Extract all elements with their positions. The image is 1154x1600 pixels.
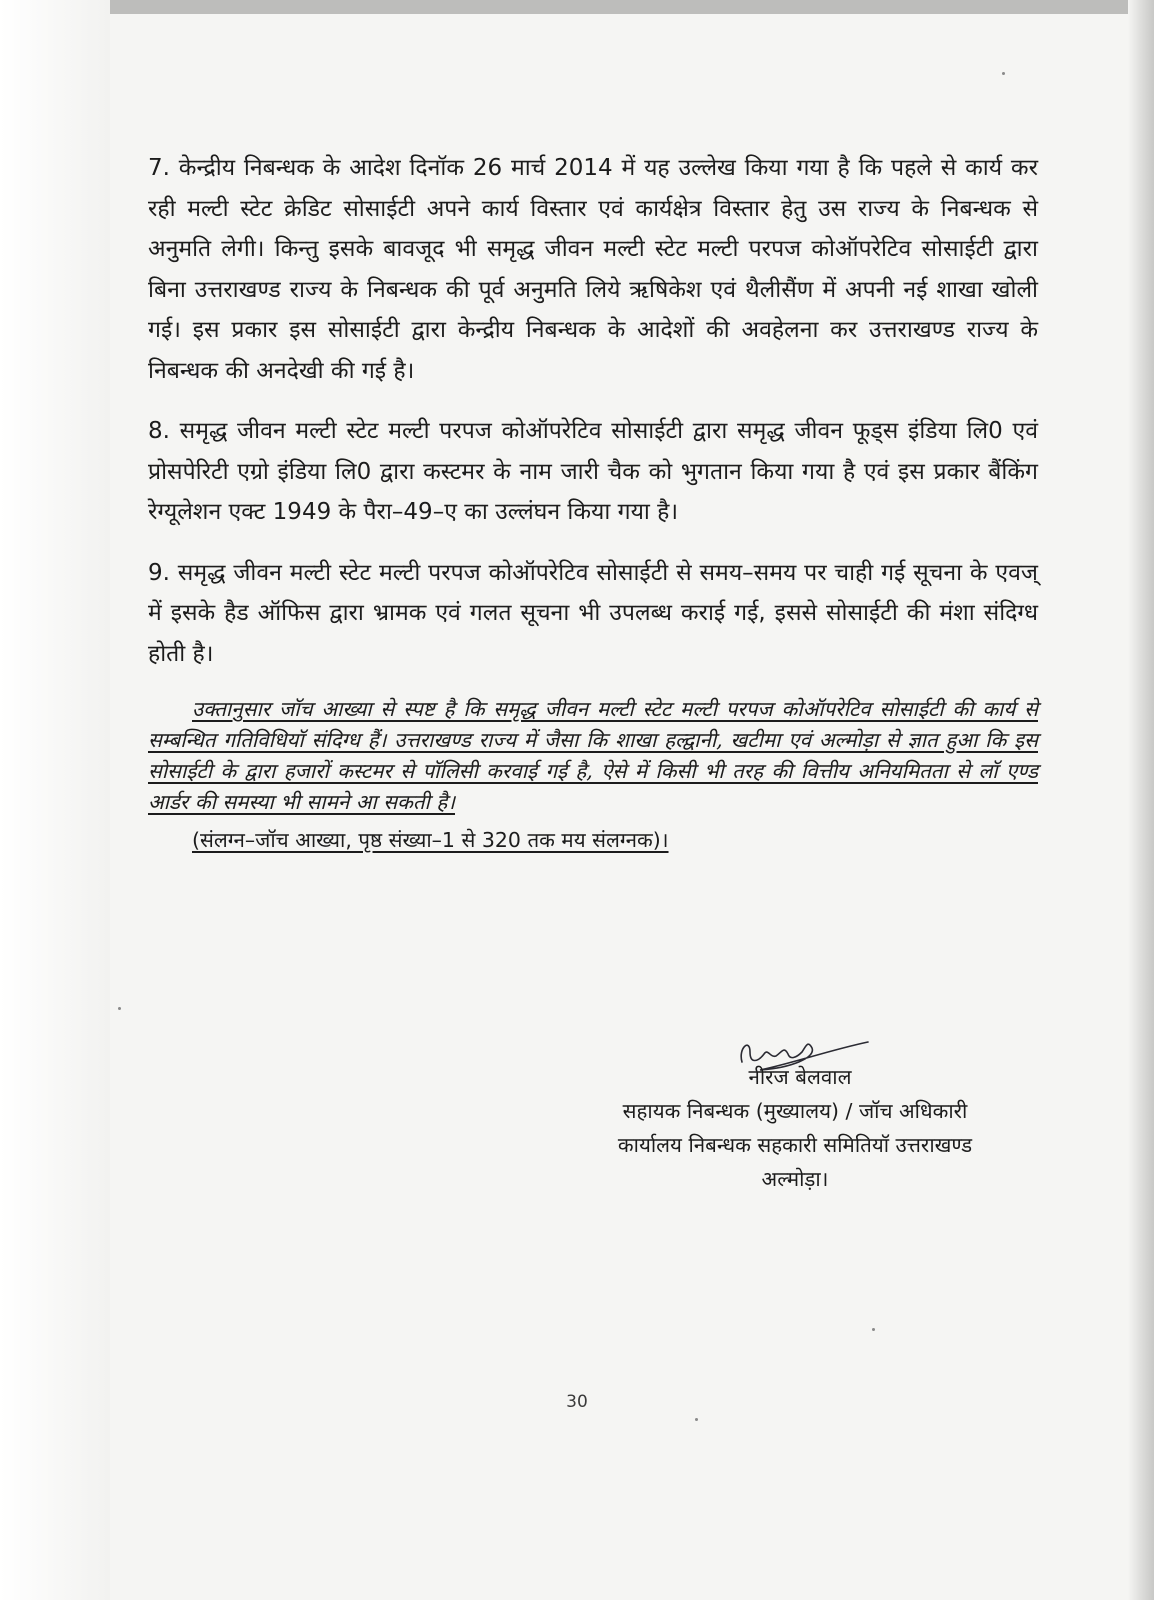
page-number: 30 xyxy=(566,1392,588,1412)
scan-speck xyxy=(118,1007,121,1010)
signatory-office: कार्यालय निबन्धक सहकारी समितियॉ उत्तराखण्ड xyxy=(617,1133,973,1157)
enclosure-note: (संलग्न–जॉच आख्या, पृष्ठ संख्या–1 से 320 तक मय संलग्नक)। xyxy=(192,828,669,852)
scan-left-margin xyxy=(0,0,110,1600)
paragraph-9: 9. समृद्ध जीवन मल्टी स्टेट मल्टी परपज कोऑपरेटिव सोसाईटी से समय–समय पर चाही गई सूचना के एवज् में इसके हैड ऑफिस द्वारा भ्रामक एवं गलत सूचना भी उपलब्ध कराई गई, इससे सोसाईटी की मंशा संदिग्ध होती है। xyxy=(148,559,1038,667)
scan-speck xyxy=(872,1328,875,1331)
paragraph-7: 7. केन्द्रीय निबन्धक के आदेश दिनॉक 26 मार्च 2014 में यह उल्लेख किया गया है कि पहले से कार्य कर रही मल्टी स्टेट क्रेडिट सोसाईटी अपने कार्य विस्तार एवं कार्यक्षेत्र विस्तार हेतु उस राज्य के निबन्धक से अनुमति लेगी। किन्तु इसके बावजूद भी समृद्ध जीवन मल्टी स्टेट मल्टी परपज कोऑपरेटिव सोसाईटी द्वारा बिना उत्तराखण्ड राज्य के निबन्धक की पूर्व अनुमति लिये ऋषिकेश एवं थैलीसैंण में अपनी नई शाखा खोली गई। इस प्रकार इस सोसाईटी द्वारा केन्द्रीय निबन्धक के आदेशों की अवहेलना कर उत्तराखण्ड राज्य के निबन्धक की अनदेखी की गई है। xyxy=(148,155,1038,384)
document-body xyxy=(148,148,1038,856)
scan-top-edge xyxy=(110,0,1154,14)
signature-block xyxy=(565,1020,1025,1196)
signatory-designation: सहायक निबन्धक (मुख्यालय) / जॉच अधिकारी xyxy=(622,1099,968,1123)
scan-speck xyxy=(1002,72,1005,75)
signatory-place: अल्मोड़ा। xyxy=(761,1167,829,1191)
conclusion-paragraph: उक्तानुसार जॉच आख्या से स्पष्ट है कि समृद्ध जीवन मल्टी स्टेट मल्टी परपज कोऑपरेटिव सोसाईटी की कार्य से सम्बन्धित गतिविधियॉ संदिग्ध हैं। उत्तराखण्ड राज्य में जैसा कि शाखा हल्द्वानी, खटीमा एवं अल्मोड़ा से ज्ञात हुआ कि इस सोसाईटी के द्वारा हजारों कस्टमर से पॉलिसी करवाई गई है, ऐसे में किसी भी तरह की वित्तीय अनियमितता से लॉ एण्ड आर्डर की समस्या भी सामने आ सकती है। xyxy=(148,697,1038,814)
scan-right-edge xyxy=(1128,0,1154,1600)
signatory-name: नीरज बेलवाल xyxy=(748,1065,852,1089)
paragraph-8: 8. समृद्ध जीवन मल्टी स्टेट मल्टी परपज कोऑपरेटिव सोसाईटी द्वारा समृद्ध जीवन फूड्स इंडिया लि0 एवं प्रोसपेरिटी एग्रो इंडिया लि0 द्वारा कस्टमर के नाम जारी चैक को भुगतान किया गया है एवं इस प्रकार बैंकिंग रेग्यूलेशन एक्ट 1949 के पैरा–49–ए का उल्लंघन किया गया है। xyxy=(148,418,1038,525)
scan-speck xyxy=(695,1418,698,1421)
